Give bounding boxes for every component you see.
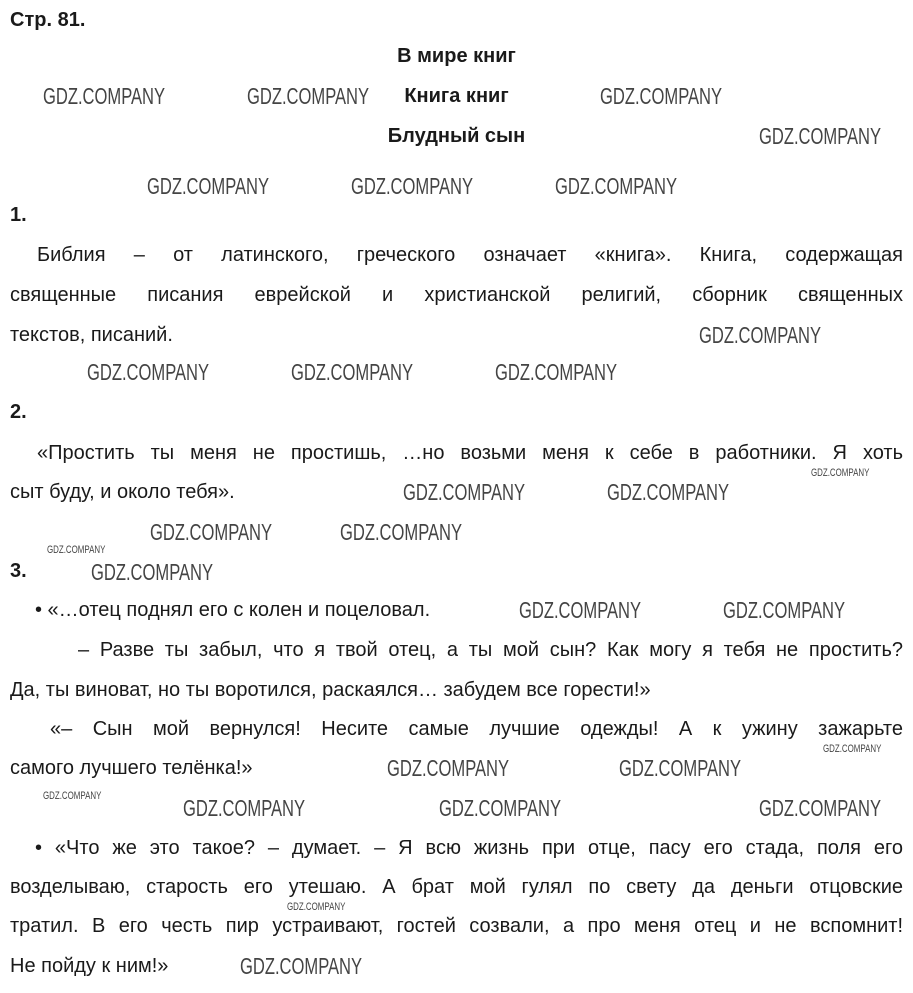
answer-1-line: текстов, писаний. [10, 324, 173, 346]
watermark: GDZ.COMPANY [723, 597, 846, 623]
answer-3-line: • «…отец поднял его с колен и поцеловал. [35, 599, 431, 621]
watermark: GDZ.COMPANY [287, 901, 346, 913]
watermark: GDZ.COMPANY [147, 173, 270, 199]
watermark: GDZ.COMPANY [247, 83, 370, 109]
answer-number-3: 3. [10, 560, 27, 582]
watermark: GDZ.COMPANY [87, 359, 210, 385]
watermark: GDZ.COMPANY [240, 953, 363, 979]
answer-3-line: «– Сын мой вернулся! Несите самые лучшие одежды! А к ужину зажарьте [50, 718, 903, 740]
answer-3-line: тратил. В его честь пир устраивают, гостей созвали, а про меня отец и не вспомнит! [10, 915, 903, 937]
answer-3-line: – Разве ты забыл, что я твой отец, а ты мой сын? Как могу я тебя не простить? [78, 639, 903, 661]
answer-number-2: 2. [10, 401, 27, 423]
answer-3-line: возделываю, старость его утешаю. А брат мой гулял по свету да деньги отцовские [10, 876, 903, 898]
answer-1-line: Библия – от латинского, греческого означает «книга». Книга, содержащая [37, 244, 903, 266]
answer-2-line: «Простить ты меня не простишь, …но возьми меня к себе в работники. Я хоть [37, 442, 903, 464]
watermark: GDZ.COMPANY [439, 795, 562, 821]
answer-number-1: 1. [10, 204, 27, 226]
answer-3-line: самого лучшего телёнка!» [10, 757, 253, 779]
page-label: Стр. 81. [10, 9, 86, 31]
answer-3-line: Не пойду к ним!» [10, 955, 169, 977]
watermark: GDZ.COMPANY [823, 743, 882, 755]
watermark: GDZ.COMPANY [351, 173, 474, 199]
answer-3-line: • «Что же это такое? – думает. – Я всю жизнь при отце, пасу его стада, поля его [35, 837, 903, 859]
watermark: GDZ.COMPANY [43, 83, 166, 109]
watermark: GDZ.COMPANY [387, 755, 510, 781]
watermark: GDZ.COMPANY [340, 519, 463, 545]
watermark: GDZ.COMPANY [150, 519, 273, 545]
watermark: GDZ.COMPANY [699, 322, 822, 348]
watermark: GDZ.COMPANY [43, 790, 102, 802]
chapter-title: Книга книг [404, 85, 509, 107]
watermark: GDZ.COMPANY [403, 479, 526, 505]
watermark: GDZ.COMPANY [183, 795, 306, 821]
watermark: GDZ.COMPANY [291, 359, 414, 385]
answer-1-line: священные писания еврейской и христианской религий, сборник священных [10, 284, 903, 306]
section-title: В мире книг [397, 45, 516, 67]
story-title: Блудный сын [387, 125, 526, 147]
watermark: GDZ.COMPANY [607, 479, 730, 505]
answer-2-line: сыт буду, и около тебя». [10, 481, 235, 503]
watermark: GDZ.COMPANY [811, 467, 870, 479]
watermark: GDZ.COMPANY [759, 795, 882, 821]
answer-3-line: Да, ты виноват, но ты воротился, раскаялся… забудем все горести!» [10, 679, 651, 701]
watermark: GDZ.COMPANY [519, 597, 642, 623]
watermark: GDZ.COMPANY [600, 83, 723, 109]
watermark: GDZ.COMPANY [759, 123, 882, 149]
watermark: GDZ.COMPANY [555, 173, 678, 199]
watermark: GDZ.COMPANY [47, 544, 106, 556]
watermark: GDZ.COMPANY [91, 559, 214, 585]
watermark: GDZ.COMPANY [495, 359, 618, 385]
watermark: GDZ.COMPANY [619, 755, 742, 781]
